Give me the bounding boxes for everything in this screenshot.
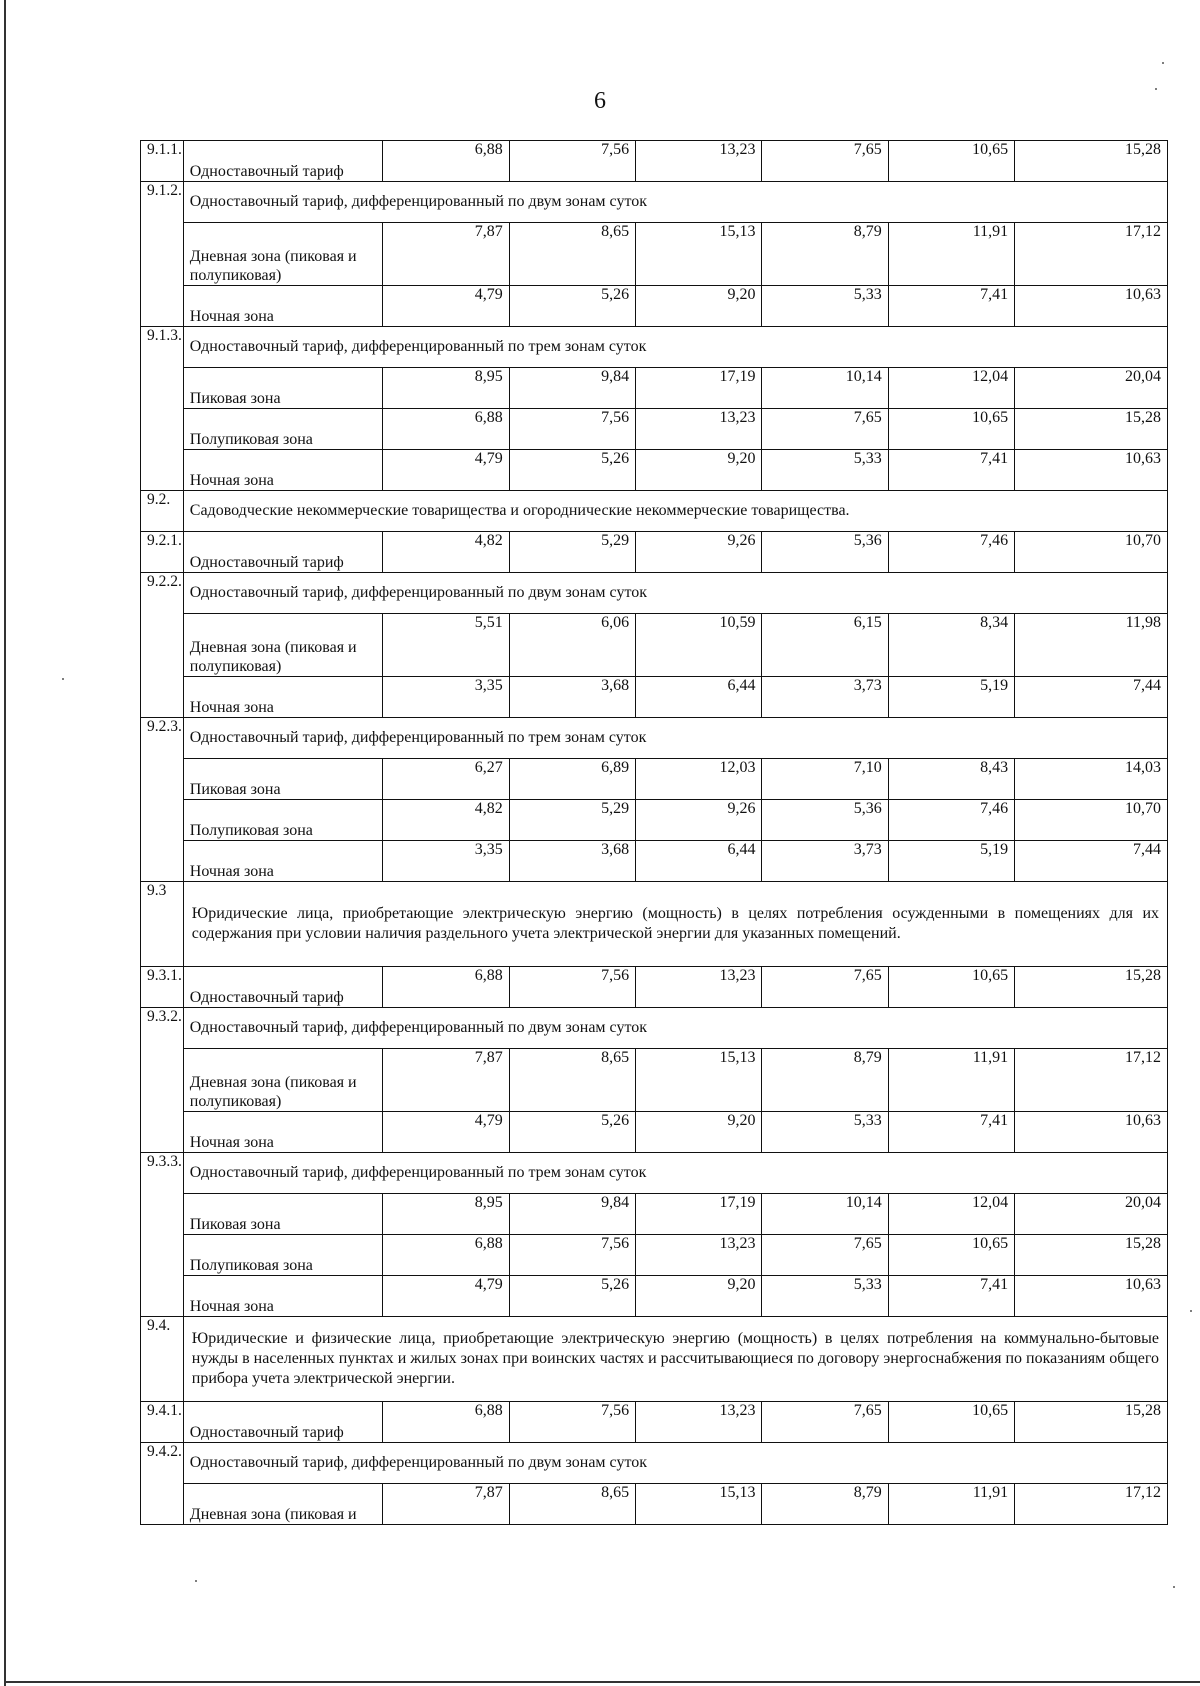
tariff-value: 7,41 (888, 286, 1014, 327)
group-title: Одноставочный тариф, дифференцированный по двум зонам суток (183, 1443, 1167, 1484)
group-header-row (141, 1008, 1168, 1049)
row-label-text: Ночная зона (189, 472, 274, 489)
item-number: 9.2.3. (141, 718, 184, 882)
tariff-value: 17,19 (636, 368, 762, 409)
tariff-value: 6,27 (383, 759, 509, 800)
group-header-row (141, 327, 1168, 368)
tariff-value: 5,33 (762, 1112, 888, 1153)
zone-row (141, 286, 1168, 327)
tariff-value: 6,15 (762, 614, 888, 677)
tariff-value: 14,03 (1015, 759, 1168, 800)
zone-row (141, 614, 1168, 677)
tariff-value: 17,19 (636, 1194, 762, 1235)
tariff-value: 3,73 (762, 841, 888, 882)
row-label-text: Полупиковая зона (189, 431, 313, 448)
zone-row (141, 1194, 1168, 1235)
row-label (183, 532, 383, 573)
group-header-row (141, 573, 1168, 614)
tariff-value: 8,79 (762, 1049, 888, 1112)
tariff-value: 7,87 (383, 223, 509, 286)
tariff-value: 17,12 (1015, 1484, 1168, 1525)
item-number: 9.4.2. (141, 1443, 184, 1525)
zone-row (141, 841, 1168, 882)
tariff-value: 6,88 (383, 1402, 509, 1443)
tariff-value: 17,12 (1015, 223, 1168, 286)
tariff-value: 6,44 (636, 677, 762, 718)
tariff-value: 9,84 (509, 1194, 635, 1235)
zone-row (141, 677, 1168, 718)
tariff-value: 15,28 (1015, 141, 1168, 182)
tariff-value: 12,03 (636, 759, 762, 800)
item-number: 9.1.2. (141, 182, 184, 327)
row-label (183, 286, 383, 327)
group-header-row (141, 182, 1168, 223)
tariff-value: 17,12 (1015, 1049, 1168, 1112)
tariff-value: 10,63 (1015, 450, 1168, 491)
tariff-value: 3,68 (509, 677, 635, 718)
tariff-value: 13,23 (636, 967, 762, 1008)
tariff-value: 3,68 (509, 841, 635, 882)
tariff-value: 15,28 (1015, 409, 1168, 450)
tariff-value: 6,88 (383, 141, 509, 182)
tariff-value: 9,84 (509, 368, 635, 409)
tariff-value: 5,19 (888, 841, 1014, 882)
tariff-value: 8,65 (509, 1484, 635, 1525)
row-label (183, 409, 383, 450)
tariff-value: 10,59 (636, 614, 762, 677)
tariff-value: 4,79 (383, 1276, 509, 1317)
zone-row (141, 759, 1168, 800)
row-label-text: Пиковая зона (189, 1216, 281, 1233)
category-row (141, 1317, 1168, 1402)
item-number: 9.3.2. (141, 1008, 184, 1153)
row-label-text: Дневная зона (пиковая и полупиковая) (189, 639, 357, 675)
row-label (183, 1194, 383, 1235)
tariff-value: 5,29 (509, 532, 635, 573)
tariff-value: 7,41 (888, 450, 1014, 491)
item-number: 9.3.1. (141, 967, 184, 1008)
tariff-value: 10,70 (1015, 800, 1168, 841)
tariff-value: 10,14 (762, 1194, 888, 1235)
item-number: 9.1.3. (141, 327, 184, 491)
tariff-value: 3,35 (383, 841, 509, 882)
tariff-value: 9,26 (636, 532, 762, 573)
tariff-value: 5,29 (509, 800, 635, 841)
zone-row (141, 450, 1168, 491)
scan-speck (195, 1580, 197, 1582)
tariff-value: 15,28 (1015, 967, 1168, 1008)
row-label-text: Ночная зона (189, 863, 274, 880)
tariff-value: 5,36 (762, 800, 888, 841)
tariff-value: 5,26 (509, 1276, 635, 1317)
tariff-value: 7,87 (383, 1049, 509, 1112)
tariff-value: 12,04 (888, 1194, 1014, 1235)
tariff-value: 8,43 (888, 759, 1014, 800)
tariff-value: 10,70 (1015, 532, 1168, 573)
tariff-value: 15,13 (636, 1049, 762, 1112)
tariff-value: 13,23 (636, 1402, 762, 1443)
tariff-value: 8,95 (383, 368, 509, 409)
tariff-value: 8,65 (509, 223, 635, 286)
scan-speck (62, 678, 64, 680)
tariff-value: 4,79 (383, 450, 509, 491)
tariff-value: 5,51 (383, 614, 509, 677)
group-title: Одноставочный тариф, дифференцированный по двум зонам суток (183, 182, 1167, 223)
tariff-value: 11,91 (888, 1049, 1014, 1112)
row-label (183, 1235, 383, 1276)
tariff-value: 9,20 (636, 450, 762, 491)
row-label (183, 677, 383, 718)
group-title: Одноставочный тариф, дифференцированный по двум зонам суток (183, 573, 1167, 614)
scan-speck (1155, 88, 1157, 90)
row-label-text: Полупиковая зона (189, 822, 313, 839)
tariff-value: 8,79 (762, 1484, 888, 1525)
tariff-value: 10,63 (1015, 1112, 1168, 1153)
category-text: Юридические и физические лица, приобретающие электрическую энергию (мощность) в целях потребления на коммунально-бытовые нужды в населенных пунктах и жилых зонах при воинских частях и рассчитывающиеся по договору энергоснабжения по показаниям общего прибора учета электрической энергии. (183, 1317, 1167, 1402)
row-label-text: Ночная зона (189, 308, 274, 325)
row-label (183, 1049, 383, 1112)
tariff-value: 8,95 (383, 1194, 509, 1235)
tariff-value: 9,20 (636, 1276, 762, 1317)
tariff-value: 11,98 (1015, 614, 1168, 677)
tariff-value: 3,73 (762, 677, 888, 718)
row-label (183, 1276, 383, 1317)
tariff-value: 7,65 (762, 409, 888, 450)
zone-row (141, 1049, 1168, 1112)
row-label (183, 800, 383, 841)
tariff-value: 7,41 (888, 1112, 1014, 1153)
tariff-value: 10,14 (762, 368, 888, 409)
tariff-value: 11,91 (888, 1484, 1014, 1525)
tariff-value: 5,33 (762, 1276, 888, 1317)
row-label (183, 759, 383, 800)
item-number: 9.4. (141, 1317, 184, 1402)
tariff-value: 7,10 (762, 759, 888, 800)
tariff-value: 8,34 (888, 614, 1014, 677)
zone-row (141, 1484, 1168, 1525)
group-title: Одноставочный тариф, дифференцированный по трем зонам суток (183, 718, 1167, 759)
tariff-value: 4,82 (383, 800, 509, 841)
category-text: Садоводческие некоммерческие товарищества и огороднические некоммерческие товарищества. (183, 491, 1167, 532)
tariff-value: 4,79 (383, 286, 509, 327)
tariff-value: 20,04 (1015, 368, 1168, 409)
tariff-row (141, 967, 1168, 1008)
tariff-value: 11,91 (888, 223, 1014, 286)
tariff-value: 9,20 (636, 286, 762, 327)
tariff-value: 15,28 (1015, 1402, 1168, 1443)
tariff-value: 10,65 (888, 141, 1014, 182)
row-label-text: Пиковая зона (189, 781, 281, 798)
tariff-value: 5,19 (888, 677, 1014, 718)
tariff-value: 7,44 (1015, 841, 1168, 882)
tariff-value: 7,56 (509, 967, 635, 1008)
tariff-value: 7,41 (888, 1276, 1014, 1317)
tariff-value: 7,56 (509, 1235, 635, 1276)
tariff-row (141, 1402, 1168, 1443)
tariff-value: 9,26 (636, 800, 762, 841)
row-label (183, 1484, 383, 1525)
tariff-row (141, 532, 1168, 573)
row-label-text: Дневная зона (пиковая и полупиковая) (189, 248, 357, 284)
tariff-value: 5,33 (762, 286, 888, 327)
tariff-value: 13,23 (636, 1235, 762, 1276)
tariff-value: 10,63 (1015, 286, 1168, 327)
scan-edge-left (4, 0, 6, 1686)
tariff-value: 8,65 (509, 1049, 635, 1112)
page-number: 6 (594, 88, 606, 114)
scan-speck (1190, 1310, 1192, 1312)
row-label-text: Ночная зона (189, 1298, 274, 1315)
tariff-value: 10,65 (888, 967, 1014, 1008)
group-header-row (141, 1153, 1168, 1194)
tariff-value: 10,63 (1015, 1276, 1168, 1317)
tariff-value: 6,88 (383, 1235, 509, 1276)
zone-row (141, 409, 1168, 450)
tariff-value: 6,88 (383, 967, 509, 1008)
tariff-value: 6,06 (509, 614, 635, 677)
zone-row (141, 223, 1168, 286)
tariff-value: 5,26 (509, 450, 635, 491)
tariff-value: 7,46 (888, 532, 1014, 573)
tariff-value: 10,65 (888, 1235, 1014, 1276)
row-label (183, 368, 383, 409)
item-number: 9.2.1. (141, 532, 184, 573)
group-header-row (141, 718, 1168, 759)
scan-edge-bottom (4, 1681, 1200, 1683)
tariff-row (141, 141, 1168, 182)
tariff-value: 7,65 (762, 967, 888, 1008)
tariff-value: 6,44 (636, 841, 762, 882)
tariff-value: 7,46 (888, 800, 1014, 841)
zone-row (141, 1235, 1168, 1276)
tariff-value: 15,13 (636, 1484, 762, 1525)
item-number: 9.2. (141, 491, 184, 532)
tariff-value: 7,65 (762, 1235, 888, 1276)
zone-row (141, 1276, 1168, 1317)
row-label-text: Одноставочный тариф (189, 554, 344, 571)
tariff-value: 3,35 (383, 677, 509, 718)
tariff-value: 13,23 (636, 141, 762, 182)
tariff-value: 15,28 (1015, 1235, 1168, 1276)
scan-speck (1173, 1586, 1175, 1588)
scan-speck (1162, 62, 1164, 64)
category-text: Юридические лица, приобретающие электрическую энергию (мощность) в целях потребления осужденными в помещениях для их содержания при условии наличия раздельного учета электрической энергии для указанных помещений. (183, 882, 1167, 967)
group-header-row (141, 1443, 1168, 1484)
tariff-table (140, 140, 1168, 1525)
row-label (183, 967, 383, 1008)
tariff-value: 12,04 (888, 368, 1014, 409)
row-label (183, 141, 383, 182)
zone-row (141, 368, 1168, 409)
row-label-text: Дневная зона (пиковая и полупиковая) (189, 1074, 357, 1110)
row-label-text: Дневная зона (пиковая и (189, 1506, 357, 1523)
tariff-value: 7,56 (509, 409, 635, 450)
tariff-value: 5,33 (762, 450, 888, 491)
row-label-text: Пиковая зона (189, 390, 281, 407)
tariff-value: 5,26 (509, 286, 635, 327)
tariff-value: 5,36 (762, 532, 888, 573)
tariff-value: 8,79 (762, 223, 888, 286)
tariff-value: 7,44 (1015, 677, 1168, 718)
tariff-value: 9,20 (636, 1112, 762, 1153)
tariff-value: 7,56 (509, 1402, 635, 1443)
row-label-text: Ночная зона (189, 699, 274, 716)
tariff-value: 6,88 (383, 409, 509, 450)
tariff-value: 20,04 (1015, 1194, 1168, 1235)
zone-row (141, 800, 1168, 841)
tariff-value: 15,13 (636, 223, 762, 286)
zone-row (141, 1112, 1168, 1153)
tariff-value: 4,82 (383, 532, 509, 573)
tariff-value: 7,87 (383, 1484, 509, 1525)
row-label-text: Ночная зона (189, 1134, 274, 1151)
group-title: Одноставочный тариф, дифференцированный по трем зонам суток (183, 1153, 1167, 1194)
tariff-value: 7,65 (762, 141, 888, 182)
tariff-value: 6,89 (509, 759, 635, 800)
category-row (141, 882, 1168, 967)
category-row (141, 491, 1168, 532)
item-number: 9.3.3. (141, 1153, 184, 1317)
item-number: 9.1.1. (141, 141, 184, 182)
tariff-value: 7,65 (762, 1402, 888, 1443)
row-label-text: Одноставочный тариф (189, 989, 344, 1006)
row-label (183, 223, 383, 286)
group-title: Одноставочный тариф, дифференцированный по двум зонам суток (183, 1008, 1167, 1049)
item-number: 9.3 (141, 882, 184, 967)
tariff-value: 10,65 (888, 409, 1014, 450)
tariff-value: 4,79 (383, 1112, 509, 1153)
row-label (183, 450, 383, 491)
tariff-value: 13,23 (636, 409, 762, 450)
item-number: 9.2.2. (141, 573, 184, 718)
row-label (183, 841, 383, 882)
tariff-value: 5,26 (509, 1112, 635, 1153)
row-label-text: Полупиковая зона (189, 1257, 313, 1274)
tariff-value: 7,56 (509, 141, 635, 182)
row-label (183, 1112, 383, 1153)
row-label-text: Одноставочный тариф (189, 1424, 344, 1441)
tariff-value: 10,65 (888, 1402, 1014, 1443)
row-label-text: Одноставочный тариф (189, 163, 344, 180)
item-number: 9.4.1. (141, 1402, 184, 1443)
row-label (183, 1402, 383, 1443)
row-label (183, 614, 383, 677)
group-title: Одноставочный тариф, дифференцированный по трем зонам суток (183, 327, 1167, 368)
